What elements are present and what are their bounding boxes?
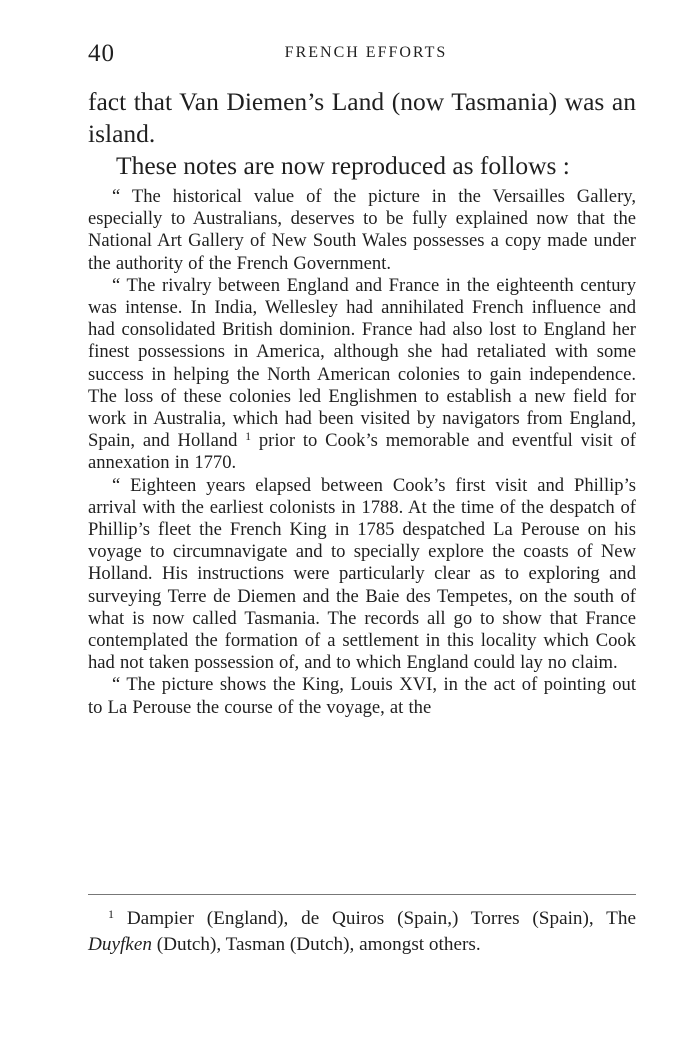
footnote-reference[interactable]: 1 (245, 431, 252, 444)
quote-paragraph-4: “ The picture shows the King, Louis XVI, in the act of pointing out to La Perouse the course of the voyage, at the (88, 674, 636, 718)
footnote-marker: 1 (108, 907, 114, 921)
footnotes (88, 906, 636, 958)
footnote-1 (88, 906, 636, 958)
quote-paragraph-3: “ Eighteen years elapsed between Cook’s first visit and Phillip’s arrival with the earliest colonists in 1788. At the time of the despatch of Phillip’s fleet the French King in 1785 despatched La Perouse on his voyage to circumnavigate and to specially explore the coasts of New Holland. His instructions were particularly clear as to exploring and surveying Terre de Diemen and the Baie des Tempetes, on the south of what is now called Tasmania. The records all go to show that France contemplated the formation of a settlement in this locality which Cook had not taken possession of, and to which England could lay no claim. (88, 474, 636, 674)
page-number: 40 (88, 40, 115, 67)
footnote-text-cont: (Dutch), Tasman (Dutch), amongst others. (156, 934, 481, 955)
quote-paragraph-1: “ The historical value of the picture in the Versailles Gallery, especially to Australians, deserves to be fully explained now that the National Art Gallery of New South Wales possesses a copy made under the authority of the French Government. (88, 186, 636, 274)
footnote-text: Dampier (England), de Quiros (Spain,) Torres (Spain), The (126, 908, 636, 929)
transition-paragraph: These notes are now reproduced as follows : (116, 151, 570, 180)
quote-paragraph-2-text-cont: prior to Cook’s memorable and eventful visit of annexation in 1770. (88, 430, 636, 474)
quoted-notes (88, 186, 636, 719)
quote-paragraph-2 (88, 275, 636, 475)
footnote-ship-name: Duyfken (88, 934, 152, 955)
intro-paragraph: fact that Van Diemen’s Land (now Tasmania) was an island. (88, 87, 636, 148)
footnote-divider (88, 894, 636, 895)
quote-paragraph-2-text: “ The rivalry between England and France in the eighteenth century was intense. In India, Wellesley had annihilated French influence and had consolidated British dominion. France had also lost to England her finest possessions in America, although she had retaliated with some success in helping the North American colonies to gain independence. The loss of these colonies led Englishmen to establish a new field for work in Australia, which had been visited by navigators from England, Spain, and Holland (88, 274, 636, 452)
running-title: FRENCH EFFORTS (284, 44, 448, 61)
running-head (88, 40, 636, 70)
lead-text (88, 86, 636, 182)
